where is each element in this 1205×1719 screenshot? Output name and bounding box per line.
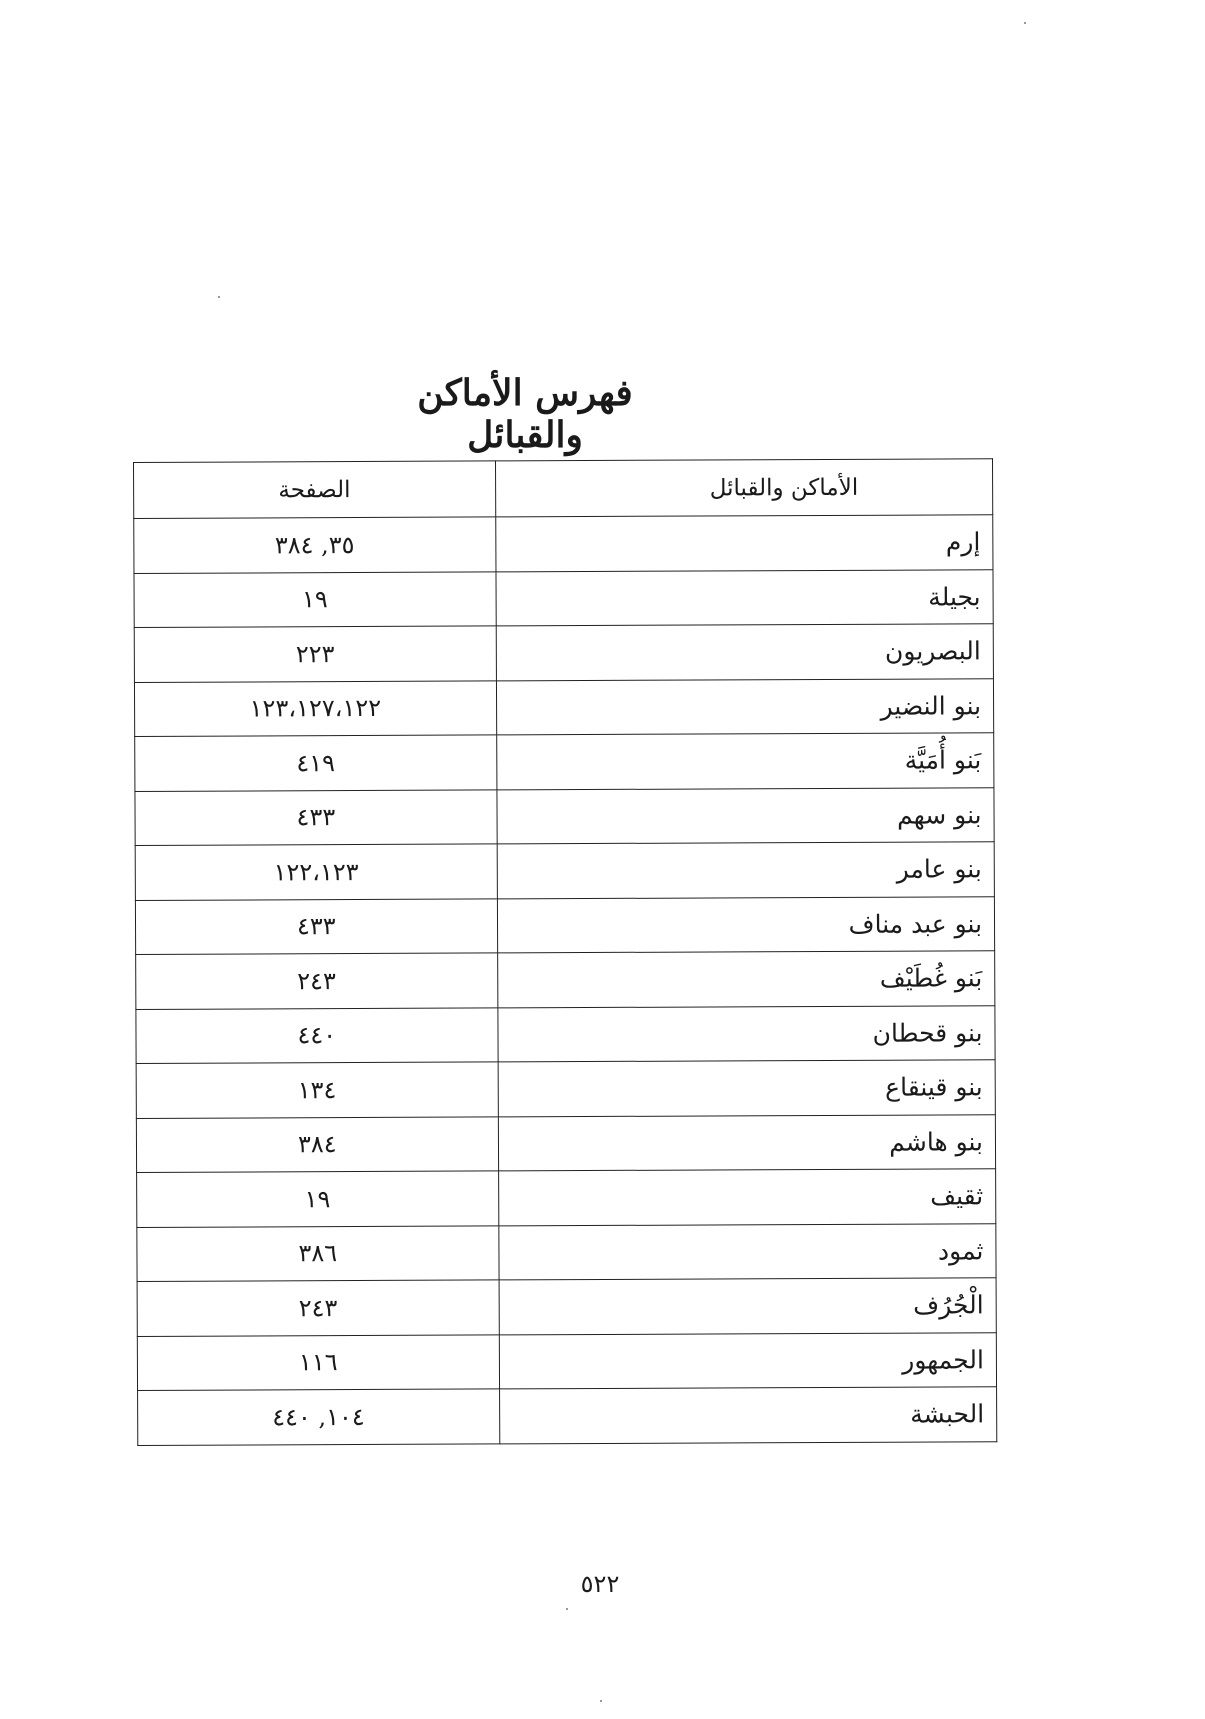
page-cell: ٤٣٣	[135, 789, 497, 845]
table-row	[134, 678, 993, 736]
page-cell: ٤١٩	[135, 735, 497, 791]
place-cell: بَنو أُمَيَّة	[496, 733, 994, 790]
place-cell: البصريون	[496, 624, 994, 681]
page-cell: ٣٨٦	[137, 1225, 499, 1281]
place-cell: الحبشة	[499, 1387, 997, 1444]
column-header-page: الصفحة	[134, 461, 496, 519]
page-cell: ١٩	[137, 1171, 499, 1227]
table-row	[137, 1332, 996, 1390]
table-row	[136, 951, 995, 1009]
page-cell: ١٢٢،١٢٣	[135, 844, 497, 900]
table-row	[138, 1387, 997, 1445]
place-cell: بَنو غُطَيْف	[497, 951, 995, 1008]
place-cell: إرم	[495, 515, 993, 572]
page-cell: ٤٤٠	[136, 1007, 498, 1063]
page-cell: ٤٣٣	[135, 898, 497, 954]
page-cell: ١٠٤, ٤٤٠	[138, 1389, 500, 1445]
page-cell: ١٢٣،١٢٧،١٢٢	[134, 680, 496, 736]
table-row	[135, 842, 994, 900]
table-row	[136, 1060, 995, 1118]
place-cell: ثقيف	[498, 1169, 996, 1226]
page-title: فهرس الأماكن والقبائل	[417, 372, 633, 456]
page-cell: ٣٥, ٣٨٤	[134, 517, 496, 573]
page-cell: ٢٤٣	[137, 1280, 499, 1336]
place-cell: بنو عامر	[497, 842, 995, 899]
column-header-places: الأماكن والقبائل	[495, 459, 993, 517]
table-row	[137, 1278, 996, 1336]
scan-speck	[1024, 22, 1026, 24]
page-cell: ٣٨٤	[136, 1116, 498, 1172]
table-row	[135, 896, 994, 954]
place-cell: الْجُرُف	[499, 1278, 997, 1335]
table-row	[136, 1005, 995, 1063]
place-cell: بجيلة	[496, 569, 994, 626]
table-row	[136, 1114, 995, 1172]
scan-speck	[218, 296, 220, 298]
place-cell: بنو النضير	[496, 678, 994, 735]
table-row	[134, 515, 993, 573]
place-cell: ثمود	[498, 1223, 996, 1280]
place-cell: بنو سهم	[497, 787, 995, 844]
place-cell: بنو عبد مناف	[497, 896, 995, 953]
page-cell: ١٩	[134, 571, 496, 627]
table-row	[134, 624, 993, 682]
page-number: ٥٢٢	[580, 1570, 620, 1598]
scan-speck	[600, 1700, 602, 1702]
place-cell: بنو هاشم	[498, 1114, 996, 1171]
page-cell: ٢٤٣	[136, 953, 498, 1009]
page-cell: ١١٦	[137, 1334, 499, 1390]
table-row	[135, 787, 994, 845]
page-cell: ٢٢٣	[134, 626, 496, 682]
place-cell: الجمهور	[499, 1332, 997, 1389]
table-row	[137, 1169, 996, 1227]
table-header-row	[134, 459, 993, 519]
table-row	[137, 1223, 996, 1281]
index-table	[133, 458, 997, 1445]
table-row	[135, 733, 994, 791]
place-cell: بنو قحطان	[497, 1005, 995, 1062]
table-row	[134, 569, 993, 627]
page-cell: ١٣٤	[136, 1062, 498, 1118]
scan-speck	[566, 1608, 568, 1610]
place-cell: بنو قينقاع	[498, 1060, 996, 1117]
